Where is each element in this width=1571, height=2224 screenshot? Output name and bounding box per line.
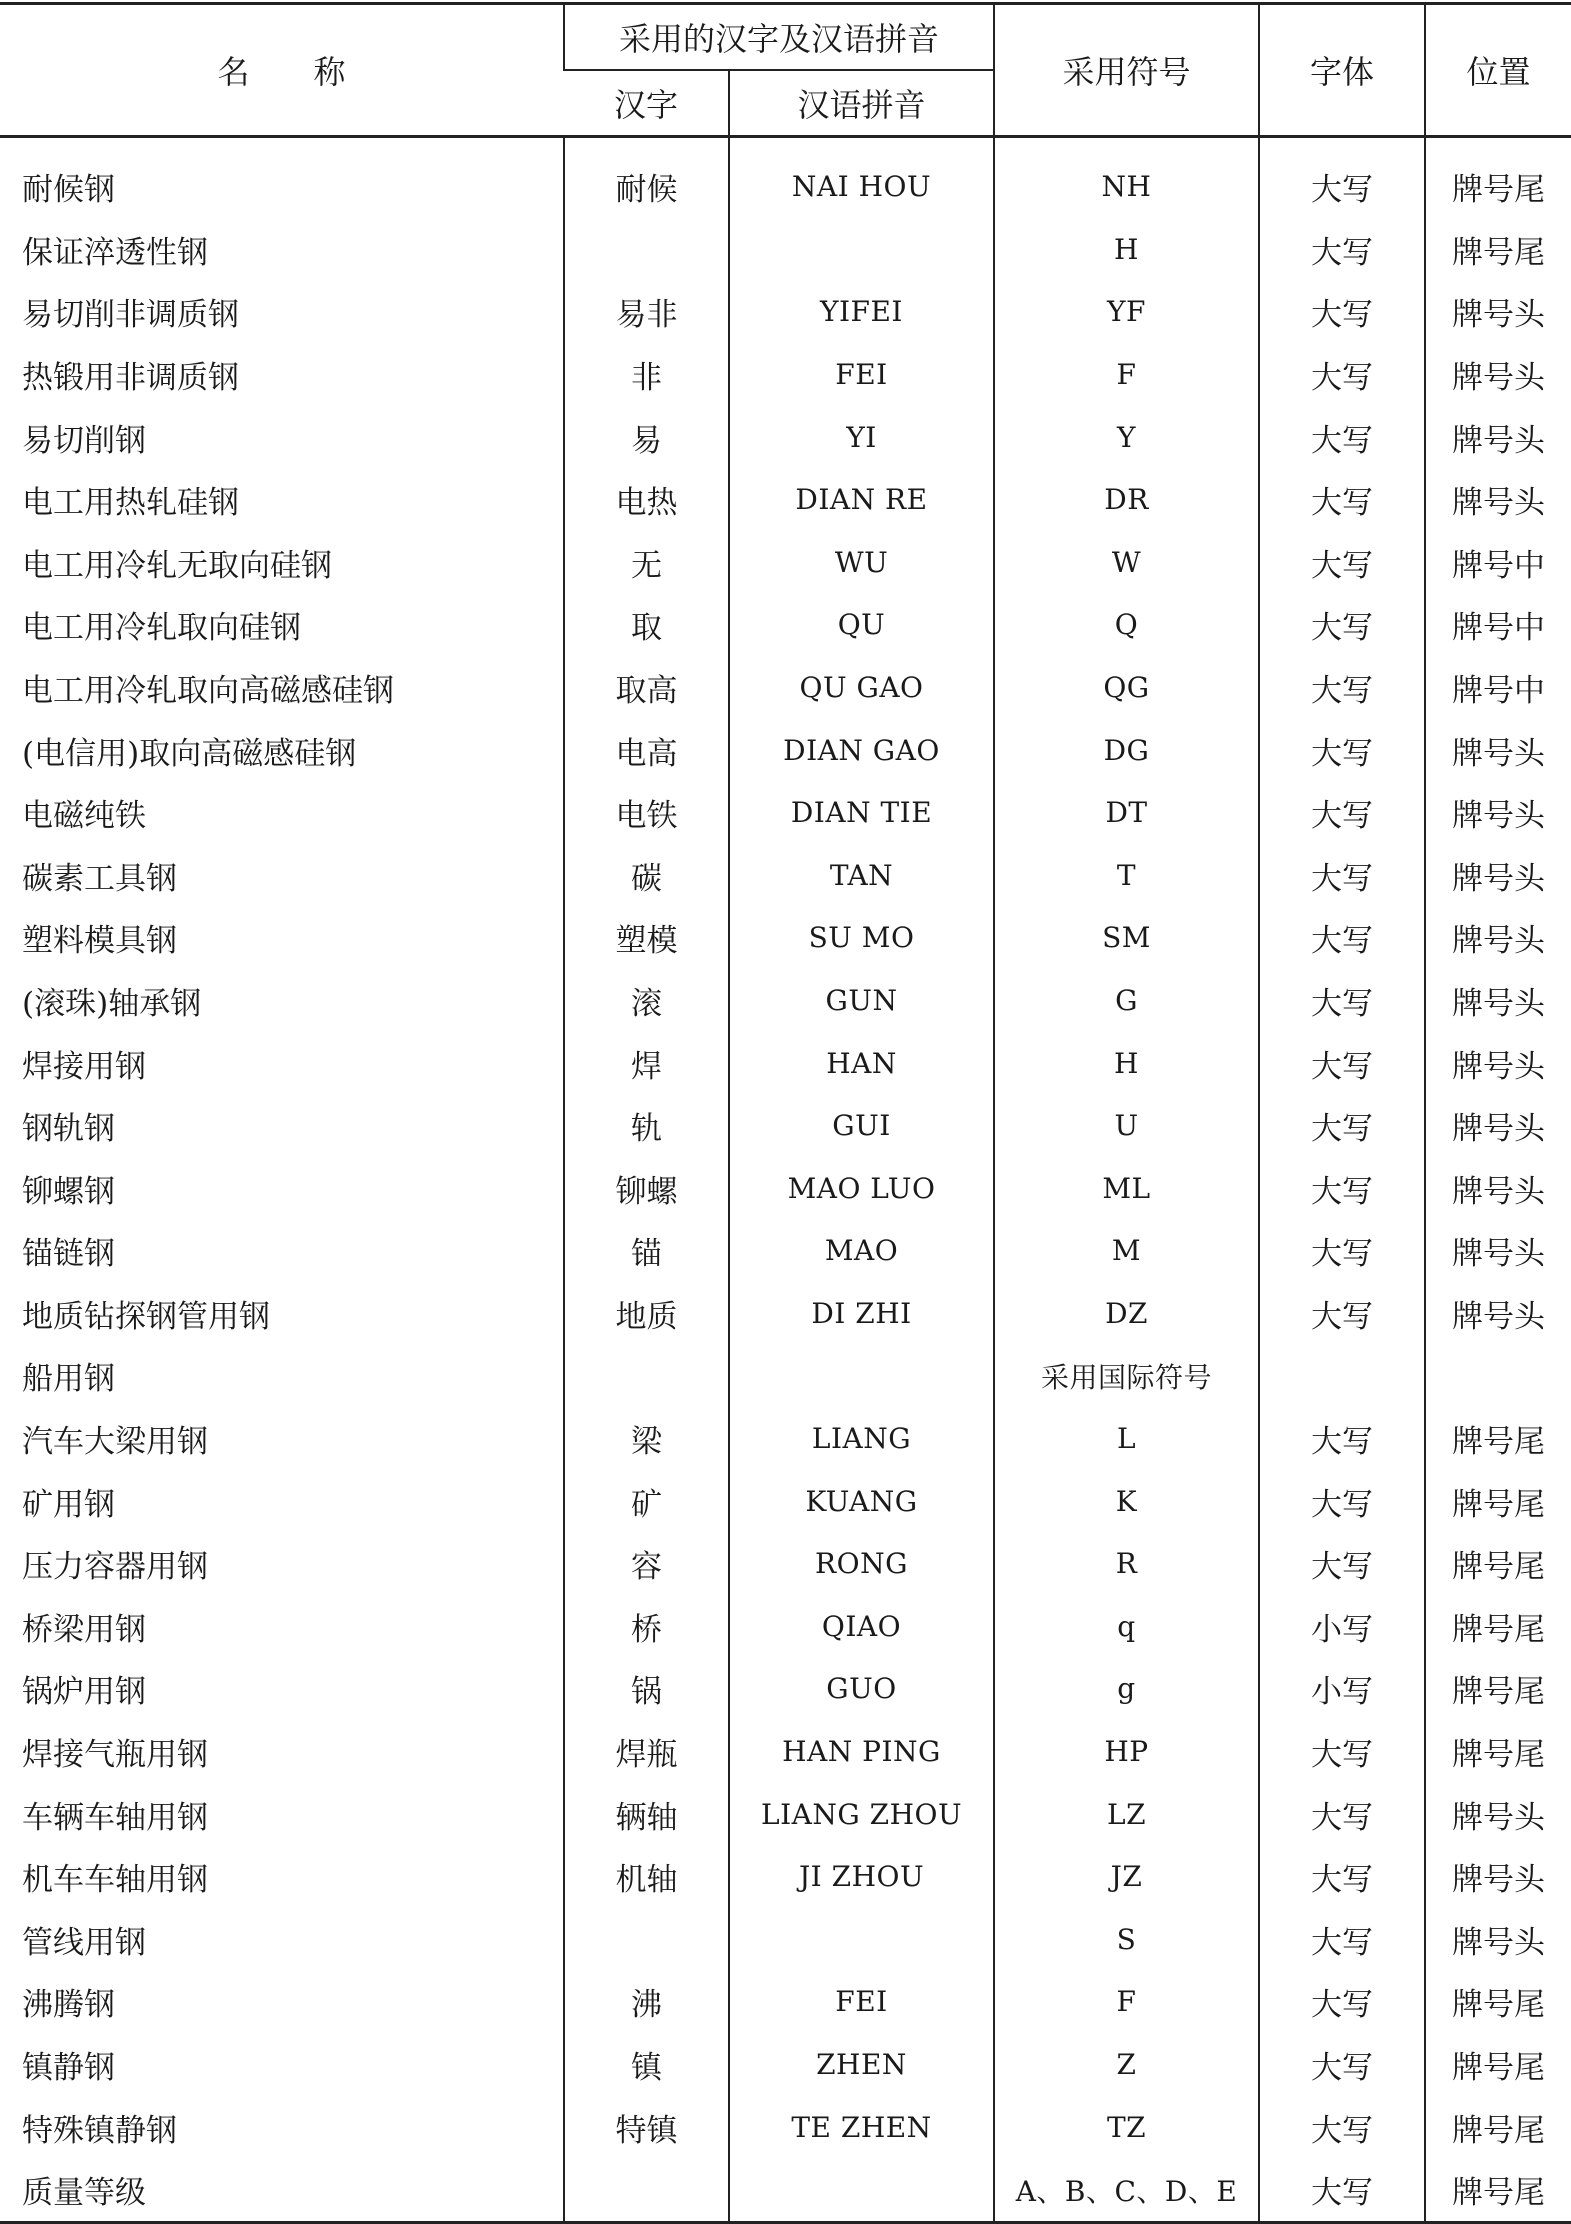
cell-name: 碳素工具钢 <box>22 860 177 897</box>
table-row <box>0 719 1571 782</box>
cell-font: 大写 <box>1259 2096 1425 2159</box>
cell-position: 牌号尾 <box>1425 1595 1571 1658</box>
cell-hanzi: 无 <box>564 531 729 594</box>
table-row <box>0 1032 1571 1095</box>
cell-pinyin: YI <box>729 406 994 469</box>
table-row <box>0 844 1571 907</box>
cell-hanzi: 塑模 <box>564 907 729 970</box>
cell-name: 特殊镇静钢 <box>22 2112 177 2149</box>
table-row <box>0 281 1571 344</box>
cell-position: 牌号头 <box>1425 907 1571 970</box>
cell-hanzi <box>564 218 729 281</box>
table-row <box>0 907 1571 970</box>
table-row <box>0 1845 1571 1908</box>
cell-pinyin: NAI HOU <box>729 137 994 219</box>
cell-name: 电工用冷轧取向高磁感硅钢 <box>22 672 394 709</box>
cell-symbol: T <box>994 844 1259 907</box>
cell-hanzi: 电高 <box>564 719 729 782</box>
cell-position: 牌号中 <box>1425 531 1571 594</box>
cell-name: 车辆车轴用钢 <box>22 1799 208 1836</box>
cell-name: 锚链钢 <box>22 1236 115 1273</box>
table-row <box>0 1282 1571 1345</box>
cell-position: 牌号头 <box>1425 343 1571 406</box>
cell-position <box>1425 1345 1571 1408</box>
cell-name: 桥梁用钢 <box>22 1611 146 1648</box>
cell-pinyin: LIANG <box>729 1407 994 1470</box>
cell-symbol: S <box>994 1908 1259 1971</box>
cell-pinyin: DIAN TIE <box>729 781 994 844</box>
cell-name: 锅炉用钢 <box>22 1674 146 1711</box>
cell-pinyin: QIAO <box>729 1595 994 1658</box>
cell-position: 牌号尾 <box>1425 1532 1571 1595</box>
cell-symbol: H <box>994 218 1259 281</box>
cell-symbol: L <box>994 1407 1259 1470</box>
cell-pinyin <box>729 2158 994 2222</box>
header-symbol: 采用符号 <box>994 4 1259 137</box>
cell-position: 牌号头 <box>1425 1094 1571 1157</box>
cell-font: 大写 <box>1259 406 1425 469</box>
header-name: 名 称 <box>0 4 564 137</box>
cell-name: 易切削非调质钢 <box>22 297 239 334</box>
cell-pinyin: DIAN RE <box>729 468 994 531</box>
cell-position: 牌号尾 <box>1425 1971 1571 2034</box>
table-row <box>0 1470 1571 1533</box>
cell-position: 牌号头 <box>1425 468 1571 531</box>
cell-hanzi: 桥 <box>564 1595 729 1658</box>
table-row <box>0 343 1571 406</box>
cell-font: 大写 <box>1259 844 1425 907</box>
header-hanzi: 汉字 <box>564 70 729 137</box>
cell-symbol: DZ <box>994 1282 1259 1345</box>
cell-symbol: LZ <box>994 1783 1259 1846</box>
cell-name: 机车车轴用钢 <box>22 1862 208 1899</box>
cell-name: 电工用冷轧取向硅钢 <box>22 610 301 647</box>
table-row <box>0 531 1571 594</box>
cell-font: 大写 <box>1259 1220 1425 1283</box>
cell-name: 耐候钢 <box>22 171 115 208</box>
cell-pinyin: FEI <box>729 1971 994 2034</box>
cell-position: 牌号头 <box>1425 1845 1571 1908</box>
cell-font: 大写 <box>1259 1094 1425 1157</box>
cell-pinyin <box>729 1908 994 1971</box>
cell-name: 压力容器用钢 <box>22 1549 208 1586</box>
cell-symbol: ML <box>994 1157 1259 1220</box>
cell-name: 矿用钢 <box>22 1486 115 1523</box>
cell-name: 地质钻探钢管用钢 <box>22 1298 270 1335</box>
cell-hanzi: 滚 <box>564 969 729 1032</box>
cell-font: 大写 <box>1259 1282 1425 1345</box>
cell-symbol: DT <box>994 781 1259 844</box>
table-row <box>0 218 1571 281</box>
cell-symbol: K <box>994 1470 1259 1533</box>
cell-name: 电磁纯铁 <box>22 798 146 835</box>
table-row <box>0 656 1571 719</box>
table-body <box>0 137 1571 2223</box>
cell-hanzi: 锚 <box>564 1220 729 1283</box>
table-row <box>0 1407 1571 1470</box>
cell-font: 大写 <box>1259 1157 1425 1220</box>
cell-pinyin: TE ZHEN <box>729 2096 994 2159</box>
header-font: 字体 <box>1259 4 1425 137</box>
cell-position: 牌号头 <box>1425 719 1571 782</box>
cell-font <box>1259 1345 1425 1408</box>
cell-pinyin: QU GAO <box>729 656 994 719</box>
table-row <box>0 1595 1571 1658</box>
cell-hanzi: 取 <box>564 594 729 657</box>
cell-font: 大写 <box>1259 343 1425 406</box>
cell-pinyin: GUO <box>729 1658 994 1721</box>
cell-pinyin: MAO <box>729 1220 994 1283</box>
cell-position: 牌号尾 <box>1425 1470 1571 1533</box>
cell-hanzi: 取高 <box>564 656 729 719</box>
cell-pinyin: TAN <box>729 844 994 907</box>
cell-font: 大写 <box>1259 1971 1425 2034</box>
cell-symbol: Q <box>994 594 1259 657</box>
cell-symbol: F <box>994 1971 1259 2034</box>
cell-name: 沸腾钢 <box>22 1987 115 2024</box>
cell-pinyin: GUN <box>729 969 994 1032</box>
cell-name: 船用钢 <box>22 1361 115 1398</box>
cell-hanzi: 易 <box>564 406 729 469</box>
cell-name: 电工用冷轧无取向硅钢 <box>22 547 332 584</box>
cell-name: 热锻用非调质钢 <box>22 359 239 396</box>
cell-name: 铆螺钢 <box>22 1173 115 1210</box>
cell-position: 牌号头 <box>1425 1908 1571 1971</box>
cell-font: 大写 <box>1259 781 1425 844</box>
cell-symbol: A、B、C、D、E <box>994 2158 1259 2222</box>
cell-pinyin: SU MO <box>729 907 994 970</box>
table-row <box>0 781 1571 844</box>
cell-name: (电信用)取向高磁感硅钢 <box>22 735 357 772</box>
cell-symbol: U <box>994 1094 1259 1157</box>
cell-pinyin <box>729 218 994 281</box>
cell-hanzi: 矿 <box>564 1470 729 1533</box>
cell-name: (滚珠)轴承钢 <box>22 985 202 1022</box>
table-row <box>0 1157 1571 1220</box>
cell-symbol: TZ <box>994 2096 1259 2159</box>
header-pinyin: 汉语拼音 <box>729 70 994 137</box>
cell-hanzi: 梁 <box>564 1407 729 1470</box>
cell-hanzi: 焊 <box>564 1032 729 1095</box>
cell-hanzi: 易非 <box>564 281 729 344</box>
cell-position: 牌号头 <box>1425 781 1571 844</box>
cell-pinyin: LIANG ZHOU <box>729 1783 994 1846</box>
cell-pinyin: RONG <box>729 1532 994 1595</box>
cell-hanzi: 地质 <box>564 1282 729 1345</box>
cell-hanzi: 耐候 <box>564 137 729 219</box>
cell-font: 大写 <box>1259 1908 1425 1971</box>
table-row <box>0 594 1571 657</box>
cell-pinyin: HAN <box>729 1032 994 1095</box>
cell-hanzi: 焊瓶 <box>564 1720 729 1783</box>
cell-font: 大写 <box>1259 969 1425 1032</box>
cell-position: 牌号尾 <box>1425 137 1571 219</box>
cell-symbol: NH <box>994 137 1259 219</box>
cell-name: 易切削钢 <box>22 422 146 459</box>
cell-font: 大写 <box>1259 1532 1425 1595</box>
cell-pinyin: HAN PING <box>729 1720 994 1783</box>
cell-position: 牌号头 <box>1425 1032 1571 1095</box>
cell-name: 焊接气瓶用钢 <box>22 1737 208 1774</box>
table-row <box>0 2158 1571 2222</box>
cell-name: 管线用钢 <box>22 1924 146 1961</box>
cell-hanzi: 电铁 <box>564 781 729 844</box>
cell-hanzi: 特镇 <box>564 2096 729 2159</box>
table-row <box>0 1783 1571 1846</box>
cell-hanzi: 非 <box>564 343 729 406</box>
cell-symbol: QG <box>994 656 1259 719</box>
cell-font: 小写 <box>1259 1658 1425 1721</box>
cell-hanzi: 锅 <box>564 1658 729 1721</box>
cell-hanzi <box>564 1345 729 1408</box>
table-row <box>0 2096 1571 2159</box>
cell-pinyin: MAO LUO <box>729 1157 994 1220</box>
steel-symbol-table <box>0 2 1571 2224</box>
table-row <box>0 1220 1571 1283</box>
cell-hanzi: 碳 <box>564 844 729 907</box>
cell-name: 钢轨钢 <box>22 1111 115 1148</box>
cell-pinyin: YIFEI <box>729 281 994 344</box>
cell-position: 牌号头 <box>1425 969 1571 1032</box>
cell-symbol: H <box>994 1032 1259 1095</box>
cell-pinyin: ZHEN <box>729 2033 994 2096</box>
cell-name: 塑料模具钢 <box>22 923 177 960</box>
cell-pinyin: WU <box>729 531 994 594</box>
cell-position: 牌号尾 <box>1425 2158 1571 2222</box>
cell-name: 质量等级 <box>0 2158 564 2222</box>
table-row <box>0 1720 1571 1783</box>
header-hanzi-pinyin-group: 采用的汉字及汉语拼音 <box>564 4 994 71</box>
cell-symbol: F <box>994 343 1259 406</box>
cell-pinyin: DI ZHI <box>729 1282 994 1345</box>
cell-font: 大写 <box>1259 1407 1425 1470</box>
cell-hanzi <box>564 2158 729 2222</box>
cell-font: 大写 <box>1259 2158 1425 2222</box>
cell-position: 牌号中 <box>1425 594 1571 657</box>
cell-hanzi: 辆轴 <box>564 1783 729 1846</box>
cell-symbol: Z <box>994 2033 1259 2096</box>
cell-pinyin: DIAN GAO <box>729 719 994 782</box>
cell-font: 大写 <box>1259 281 1425 344</box>
cell-font: 大写 <box>1259 2033 1425 2096</box>
cell-font: 小写 <box>1259 1595 1425 1658</box>
cell-symbol: DR <box>994 468 1259 531</box>
cell-symbol: g <box>994 1658 1259 1721</box>
cell-font: 大写 <box>1259 531 1425 594</box>
cell-font: 大写 <box>1259 1720 1425 1783</box>
cell-position: 牌号尾 <box>1425 1720 1571 1783</box>
cell-position: 牌号中 <box>1425 656 1571 719</box>
table-row <box>0 137 1571 219</box>
cell-symbol: R <box>994 1532 1259 1595</box>
table-row <box>0 1908 1571 1971</box>
cell-font: 大写 <box>1259 907 1425 970</box>
table-row <box>0 1532 1571 1595</box>
cell-hanzi: 铆螺 <box>564 1157 729 1220</box>
cell-name: 电工用热轧硅钢 <box>22 485 239 522</box>
cell-position: 牌号尾 <box>1425 2096 1571 2159</box>
cell-font: 大写 <box>1259 594 1425 657</box>
cell-hanzi: 容 <box>564 1532 729 1595</box>
cell-position: 牌号尾 <box>1425 1407 1571 1470</box>
cell-font: 大写 <box>1259 656 1425 719</box>
cell-hanzi <box>564 1908 729 1971</box>
cell-pinyin: GUI <box>729 1094 994 1157</box>
cell-symbol: Y <box>994 406 1259 469</box>
cell-symbol: G <box>994 969 1259 1032</box>
cell-font: 大写 <box>1259 137 1425 219</box>
cell-position: 牌号头 <box>1425 1783 1571 1846</box>
cell-pinyin: KUANG <box>729 1470 994 1533</box>
table-row <box>0 406 1571 469</box>
cell-hanzi: 电热 <box>564 468 729 531</box>
cell-name: 焊接用钢 <box>22 1048 146 1085</box>
table-row <box>0 1971 1571 2034</box>
cell-position: 牌号尾 <box>1425 2033 1571 2096</box>
cell-font: 大写 <box>1259 719 1425 782</box>
cell-hanzi: 沸 <box>564 1971 729 2034</box>
table-row <box>0 2033 1571 2096</box>
cell-name: 镇静钢 <box>22 2050 115 2087</box>
cell-symbol: M <box>994 1220 1259 1283</box>
cell-pinyin: JI ZHOU <box>729 1845 994 1908</box>
cell-symbol: YF <box>994 281 1259 344</box>
cell-font: 大写 <box>1259 1783 1425 1846</box>
cell-pinyin: FEI <box>729 343 994 406</box>
cell-symbol: SM <box>994 907 1259 970</box>
cell-symbol: q <box>994 1595 1259 1658</box>
cell-name: 汽车大梁用钢 <box>22 1424 208 1461</box>
cell-font: 大写 <box>1259 468 1425 531</box>
cell-font: 大写 <box>1259 218 1425 281</box>
cell-pinyin: QU <box>729 594 994 657</box>
cell-position: 牌号尾 <box>1425 1658 1571 1721</box>
table-row <box>0 969 1571 1032</box>
cell-name: 保证淬透性钢 <box>22 234 208 271</box>
header-position: 位置 <box>1425 4 1571 137</box>
table-row <box>0 1345 1571 1408</box>
cell-position: 牌号尾 <box>1425 218 1571 281</box>
table-row <box>0 468 1571 531</box>
cell-symbol: HP <box>994 1720 1259 1783</box>
cell-symbol: 采用国际符号 <box>994 1345 1259 1408</box>
cell-pinyin <box>729 1345 994 1408</box>
cell-symbol: W <box>994 531 1259 594</box>
cell-symbol: DG <box>994 719 1259 782</box>
cell-position: 牌号头 <box>1425 844 1571 907</box>
cell-font: 大写 <box>1259 1845 1425 1908</box>
cell-font: 大写 <box>1259 1470 1425 1533</box>
cell-hanzi: 轨 <box>564 1094 729 1157</box>
cell-position: 牌号头 <box>1425 1282 1571 1345</box>
table-row <box>0 1094 1571 1157</box>
table-header <box>0 4 1571 137</box>
cell-position: 牌号头 <box>1425 1220 1571 1283</box>
cell-font: 大写 <box>1259 1032 1425 1095</box>
cell-symbol: JZ <box>994 1845 1259 1908</box>
cell-hanzi: 机轴 <box>564 1845 729 1908</box>
cell-hanzi: 镇 <box>564 2033 729 2096</box>
table-row <box>0 1658 1571 1721</box>
cell-position: 牌号头 <box>1425 281 1571 344</box>
cell-position: 牌号头 <box>1425 1157 1571 1220</box>
cell-position: 牌号头 <box>1425 406 1571 469</box>
